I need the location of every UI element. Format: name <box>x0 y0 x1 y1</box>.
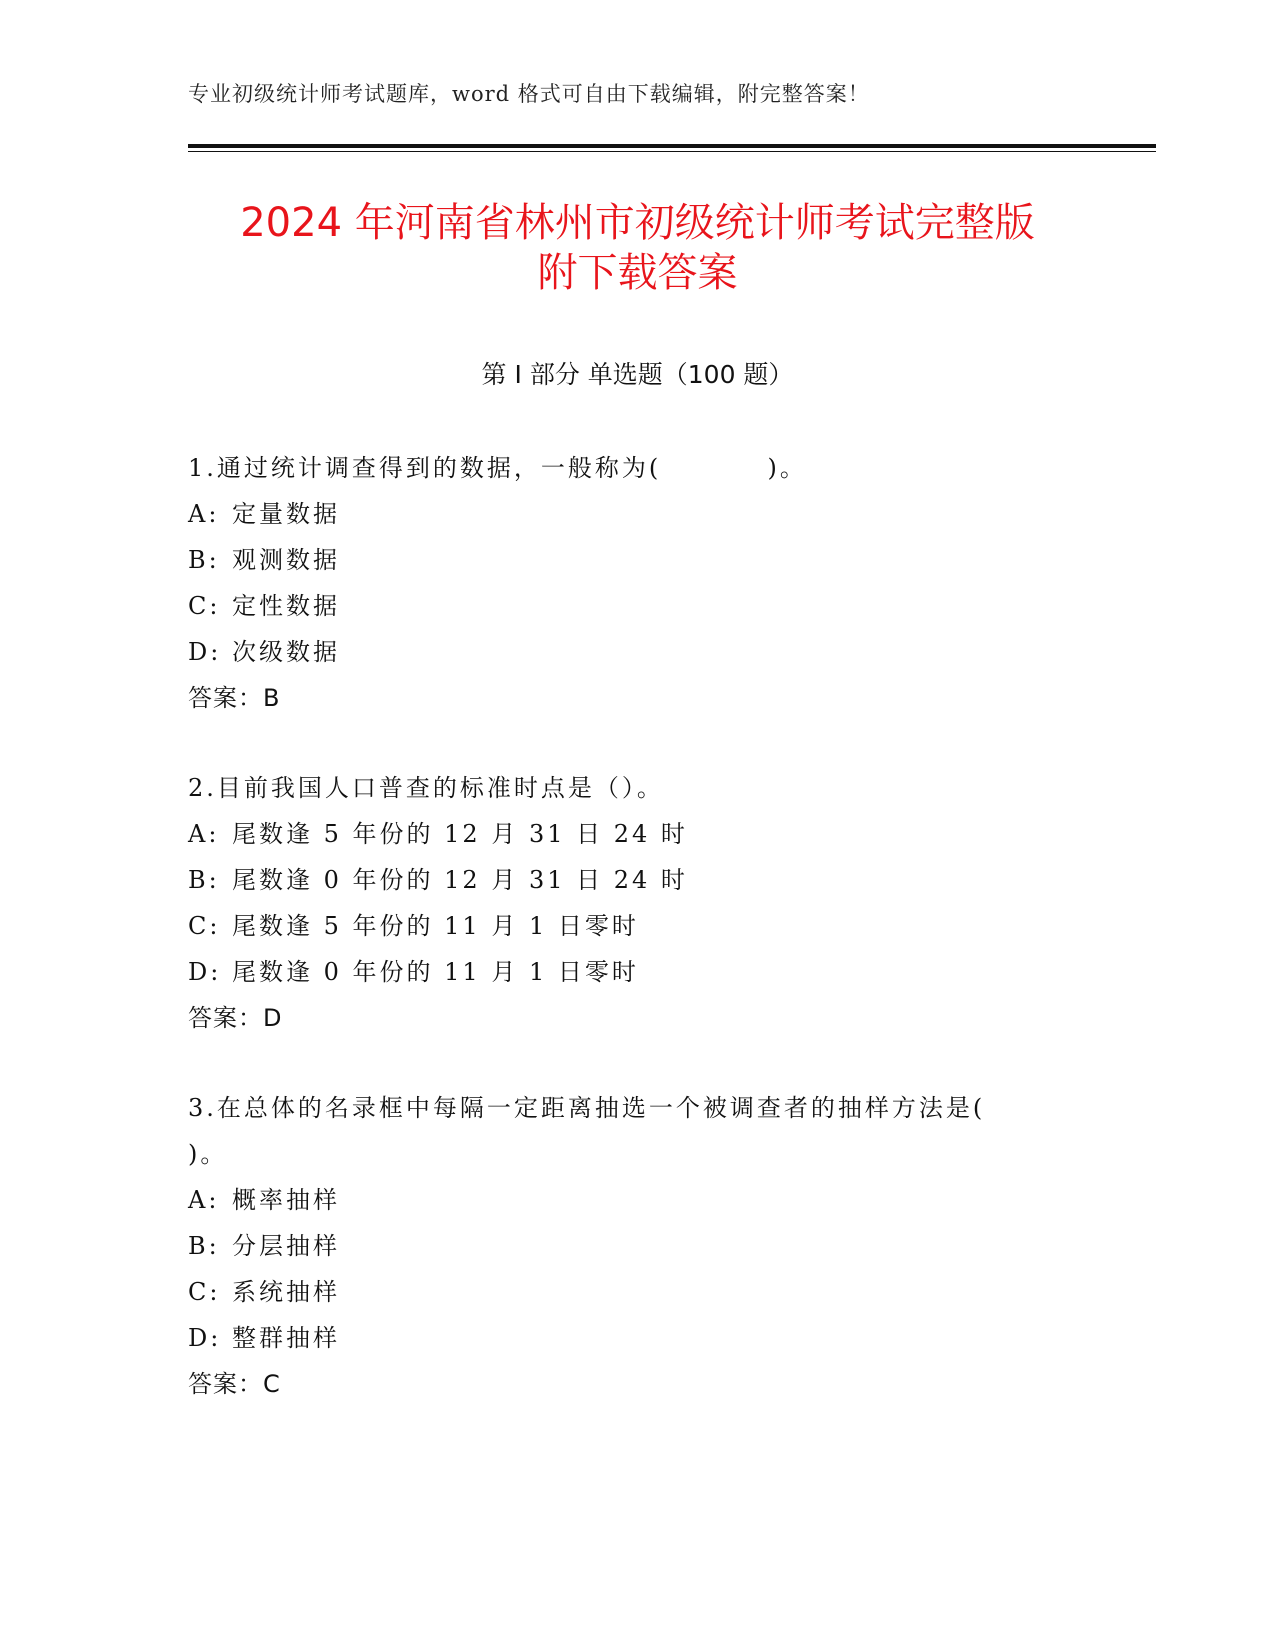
question-3 <box>188 1085 1118 1407</box>
option-key: B: <box>188 546 220 574</box>
option-text: 尾数逢 0 年份的 12 月 31 日 24 时 <box>232 866 688 894</box>
section-title: 第 I 部分 单选题（100 题） <box>481 360 794 389</box>
option-d <box>188 629 1118 675</box>
option-key: D: <box>188 1324 222 1352</box>
option-key: A: <box>188 500 220 528</box>
option-text: 尾数逢 5 年份的 12 月 31 日 24 时 <box>232 820 688 848</box>
option-key: C: <box>188 912 221 940</box>
option-a <box>188 1177 1118 1223</box>
option-d <box>188 949 1118 995</box>
option-a <box>188 811 1118 857</box>
question-list <box>188 445 1118 1451</box>
question-stem: 2.目前我国人口普查的标准时点是（）。 <box>188 774 664 802</box>
option-key: C: <box>188 592 221 620</box>
option-text: 尾数逢 5 年份的 11 月 1 日零时 <box>232 912 639 940</box>
option-c <box>188 583 1118 629</box>
title-line-2: 附下载答案 <box>537 250 738 296</box>
option-text: 观测数据 <box>232 546 340 574</box>
option-key: B: <box>188 1232 220 1260</box>
option-key: D: <box>188 958 222 986</box>
option-text: 定性数据 <box>232 592 340 620</box>
option-a <box>188 491 1118 537</box>
option-text: 整群抽样 <box>232 1324 340 1352</box>
option-text: 尾数逢 0 年份的 11 月 1 日零时 <box>232 958 639 986</box>
header-rule-thick <box>188 144 1156 148</box>
option-text: 系统抽样 <box>232 1278 340 1306</box>
option-b <box>188 857 1118 903</box>
option-key: D: <box>188 638 222 666</box>
page-header: 专业初级统计师考试题库，word 格式可自由下载编辑，附完整答案！ <box>188 82 870 106</box>
option-text: 分层抽样 <box>232 1232 340 1260</box>
answer-line: 答案：B <box>188 684 281 712</box>
option-text: 概率抽样 <box>232 1186 340 1214</box>
option-key: A: <box>188 1186 220 1214</box>
answer-line: 答案：D <box>188 1004 283 1032</box>
title-line-1: 2024 年河南省林州市初级统计师考试完整版 <box>240 200 1035 246</box>
question-1 <box>188 445 1118 721</box>
header-rule-thin <box>188 151 1156 152</box>
option-b <box>188 1223 1118 1269</box>
option-d <box>188 1315 1118 1361</box>
option-b <box>188 537 1118 583</box>
option-c <box>188 903 1118 949</box>
document-title <box>150 198 1125 298</box>
option-text: 次级数据 <box>232 638 340 666</box>
option-c <box>188 1269 1118 1315</box>
question-2 <box>188 765 1118 1041</box>
question-stem: 3.在总体的名录框中每隔一定距离抽选一个被调查者的抽样方法是( )。 <box>188 1094 1092 1168</box>
question-stem: 1.通过统计调查得到的数据，一般称为( )。 <box>188 454 807 482</box>
answer-line: 答案：C <box>188 1370 281 1398</box>
option-key: A: <box>188 820 220 848</box>
option-key: B: <box>188 866 220 894</box>
option-text: 定量数据 <box>232 500 340 528</box>
option-key: C: <box>188 1278 221 1306</box>
